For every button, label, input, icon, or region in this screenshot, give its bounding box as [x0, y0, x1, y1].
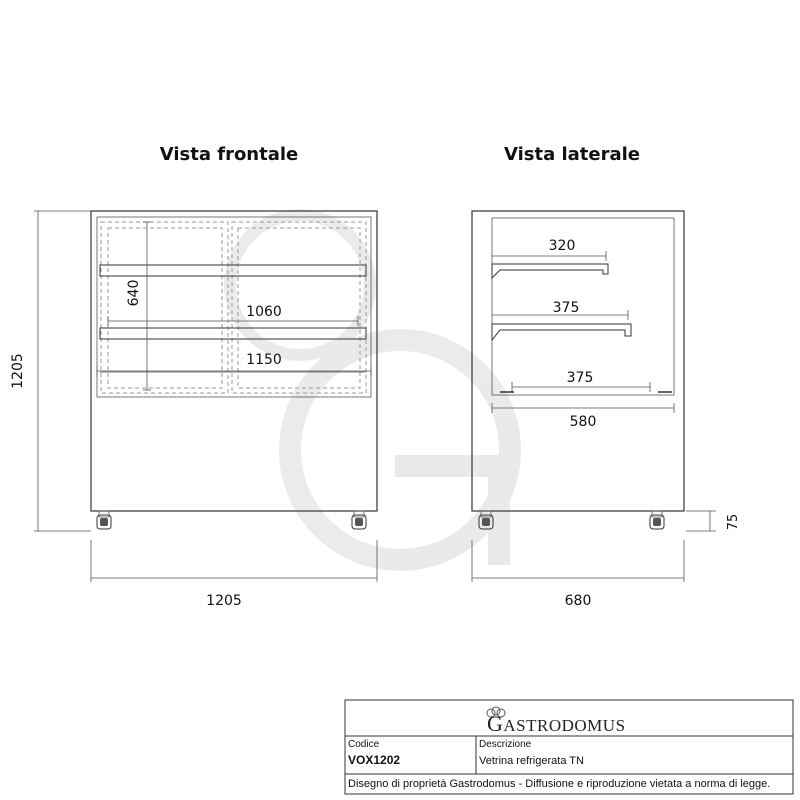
- side-inner-depth-label: 580: [569, 414, 597, 430]
- side-shelf-middle: [492, 324, 631, 340]
- side-shelf-middle-label: 375: [552, 300, 580, 316]
- front-left-inner-dashed: [108, 228, 222, 388]
- front-inner-height-label: 640: [126, 279, 142, 307]
- title-block: [345, 700, 793, 794]
- front-left-door-dashed: [101, 222, 228, 393]
- side-display-frame: [492, 218, 674, 395]
- watermark-logo: [230, 215, 510, 565]
- brand-logo: [487, 707, 626, 736]
- ownership-notice: Disegno di proprietà Gastrodomus - Diffusione e riproduzione vietata a norma di legge.: [348, 778, 771, 790]
- side-shelf-top: [492, 264, 608, 278]
- front-width-label: 1205: [206, 593, 242, 609]
- description-value: Vetrina refrigerata TN: [479, 755, 584, 767]
- side-shelf-bottom-label: 375: [566, 370, 594, 386]
- front-inner-width-label: 1150: [246, 352, 282, 368]
- code-label: Codice: [348, 739, 380, 750]
- front-shelf-middle: [100, 328, 366, 339]
- front-shelf-width-label: 1060: [246, 304, 282, 320]
- side-shelf-top-label: 320: [548, 238, 576, 254]
- front-wheel-left: [97, 511, 111, 529]
- description-label: Descrizione: [479, 739, 532, 750]
- side-depth-label: 680: [564, 593, 592, 609]
- code-value: VOX1202: [348, 753, 401, 767]
- front-height-label: 1205: [10, 353, 26, 389]
- side-wheel-right: [650, 511, 664, 529]
- front-view: [10, 211, 377, 609]
- side-wheel-height-label: 75: [726, 513, 741, 531]
- brand-name: GASTRODOMUS: [487, 711, 626, 736]
- front-wheel-right: [352, 511, 366, 529]
- front-view-title: Vista frontale: [159, 144, 299, 165]
- side-view-title: Vista laterale: [503, 144, 641, 165]
